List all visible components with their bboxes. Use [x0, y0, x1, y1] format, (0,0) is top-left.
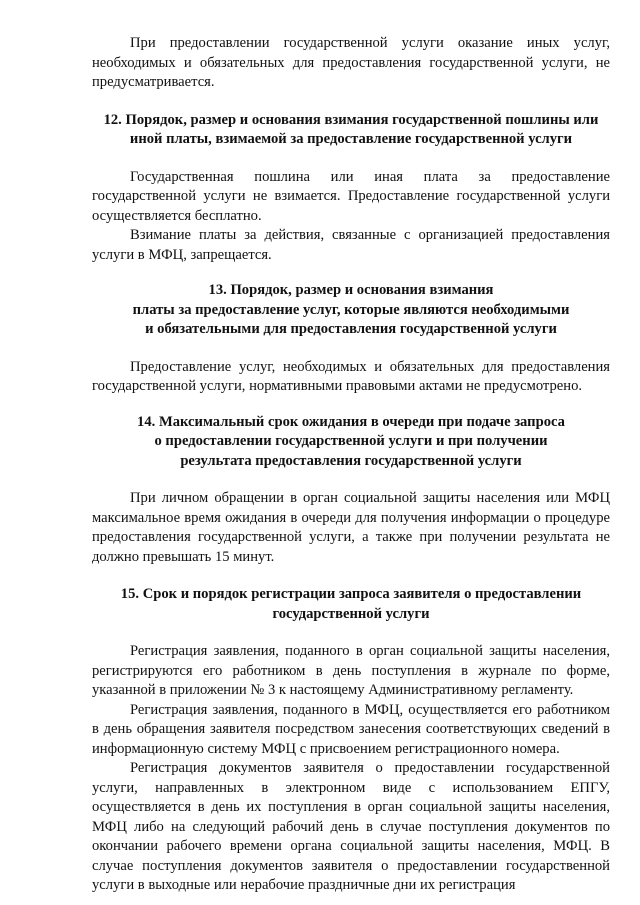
- intro-section: [92, 34, 610, 93]
- section-13: [92, 281, 610, 397]
- heading-line: результата предоставления государственной услуги: [180, 452, 522, 469]
- paragraph: При личном обращении в орган социальной защиты населения или МФЦ максимальное время ожидания в очереди для получения информации о процедуре предоставления государственной услуги, а также при получении результата не должно превышать 15 минут.: [92, 490, 610, 565]
- paragraph: Регистрация заявления, поданного в МФЦ, осуществляется его работником в день обращения заявителя посредством занесения соответствующих сведений в информационную систему МФЦ с присвоением регистрационного номера.: [92, 701, 610, 757]
- paragraph: Взимание платы за действия, связанные с организацией предоставления услуги в МФЦ, запрещается.: [92, 227, 610, 263]
- section-heading: [92, 585, 610, 624]
- paragraph: Регистрация заявления, поданного в орган социальной защиты населения, регистрируются его работником в день поступления в журнале по форме, указанной в приложении № 3 к настоящему Административному регламенту.: [92, 643, 610, 698]
- section-heading: [92, 281, 610, 340]
- heading-line: 15. Срок и порядок регистрации запроса заявителя о предоставлении: [120, 586, 582, 602]
- section-heading: [92, 413, 610, 472]
- heading-line: о предоставлении государственной услуги и при получении: [154, 433, 548, 449]
- section-12: [92, 111, 610, 266]
- paragraph: Регистрация документов заявителя о предоставлении государственной услуги, направленных в электронном виде с использованием ЕПГУ, осуществляется в день их поступления в орган социальной защиты населения, МФЦ либо на следующий рабочий день в случае поступления документов по окончании рабочего времени органа социальной защиты населения, МФЦ. В случае поступления документов заявителя о предоставлении государственной услуги в выходные или нерабочие праздничные дни их регистрация: [92, 760, 610, 893]
- paragraph: Государственная пошлина или иная плата за предоставление государственной услуги не взимается. Предоставление государственной услуги осуществляется бесплатно.: [92, 168, 610, 224]
- heading-line: государственной услуги: [272, 605, 430, 622]
- paragraph: При предоставлении государственной услуги оказание иных услуг, необходимых и обязательных для предоставления государственной услуги, не предусматривается.: [92, 35, 610, 90]
- heading-line: 12. Порядок, размер и основания взимания государственной пошлины или: [103, 111, 599, 128]
- heading-line: платы за предоставление услуг, которые являются необходимыми: [132, 301, 570, 318]
- section-14: [92, 413, 610, 568]
- heading-line: 13. Порядок, размер и основания взимания: [208, 282, 494, 298]
- heading-line: 14. Максимальный срок ожидания в очереди при подаче запроса: [137, 413, 565, 430]
- section-heading: [92, 111, 610, 150]
- paragraph: Предоставление услуг, необходимых и обязательных для предоставления государственной услуги, нормативными правовыми актами не предусмотрено.: [92, 358, 610, 394]
- section-15: [92, 585, 610, 896]
- heading-line: иной платы, взимаемой за предоставление государственной услуги: [129, 131, 573, 147]
- heading-line: и обязательными для предоставления государственной услуги: [145, 321, 557, 337]
